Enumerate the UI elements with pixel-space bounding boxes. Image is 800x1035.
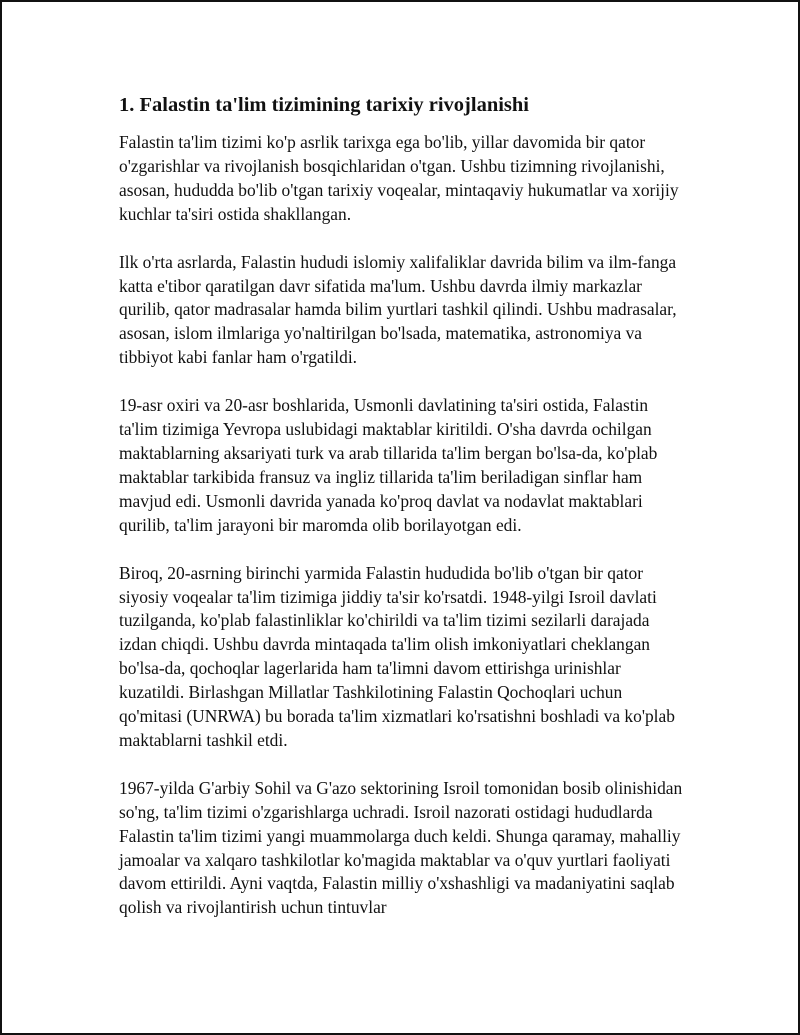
paragraph: Falastin ta'lim tizimi ko'p asrlik tarixga ega bo'lib, yillar davomida bir qator o'zgarishlar va rivojlanish bosqichlaridan o'tgan. Ushbu tizimning rivojlanishi, asosan, hududda bo'lib o'tgan tarixiy voqealar, mintaqaviy hukumatlar va xorijiy kuchlar ta'siri ostida shakllangan. [119,132,679,224]
paragraph: Biroq, 20-asrning birinchi yarmida Falastin hududida bo'lib o'tgan bir qator siyosiy voqealar ta'lim tizimiga jiddiy ta'sir ko'rsatdi. 1948-yilgi Isroil davlati tuzilganda, ko'plab falastinliklar ko'chirildi va ta'lim tizimi sezilarli darajada izdan chiqdi. Ushbu davrda mintaqada ta'lim olish imkoniyatlari cheklangan bo'lsa-da, qochoqlar lagerlarida ham ta'limni davom ettirishga urinishlar kuzatildi. Birlashgan Millatlar Tashkilotining Falastin Qochoqlari uchun qo'mitasi (UNRWA) bu borada ta'lim xizmatlari ko'rsatishni boshladi va ko'plab maktablarni tashkil etdi. [119,562,675,750]
section-heading: 1. Falastin ta'lim tizimining tarixiy rivojlanishi [119,94,529,116]
paragraph: 19-asr oxiri va 20-asr boshlarida, Usmonli davlatining ta'siri ostida, Falastin ta'lim tizimiga Yevropa uslubidagi maktablar kiritildi. O'sha davrda ochilgan maktablarning aksariyati turk va arab tillarida ta'lim bergan bo'lsa-da, ko'plab maktablar tarkibida fransuz va ingliz tillarida ta'lim beriladigan sinflar ham mavjud edi. Usmonli davrida yanada ko'proq davlat va nodavlat maktablari qurilib, ta'lim jarayoni bir maromda olib borilayotgan edi. [119,395,658,535]
document-body [119,92,689,944]
paragraph: 1967-yilda G'arbiy Sohil va G'azo sektorining Isroil tomonidan bosib olinishidan so'ng, ta'lim tizimi o'zgarishlarga uchradi. Isroil nazorati ostidagi hududlarda Falastin ta'lim tizimi yangi muammolarga duch keldi. Shunga qaramay, mahalliy jamoalar va xalqaro tashkilotlar ko'magida maktablar va o'quv yurtlari faoliyati davom ettirildi. Ayni vaqtda, Falastin milliy o'xshashligi va madaniyatini saqlab qolish va rivojlantirish uchun tintuvlar [119,777,683,918]
paragraph: Ilk o'rta asrlarda, Falastin hududi islomiy xalifaliklar davrida bilim va ilm-fanga katta e'tibor qaratilgan davr sifatida ma'lum. Ushbu davrda ilmiy markazlar qurilib, qator madrasalar hamda bilim yurtlari tashkil qilindi. Ushbu madrasalar, asosan, islom ilmlariga yo'naltirilgan bo'lsada, matematika, astronomiya va tibbiyot kabi fanlar ham o'rgatildi. [119,251,677,368]
